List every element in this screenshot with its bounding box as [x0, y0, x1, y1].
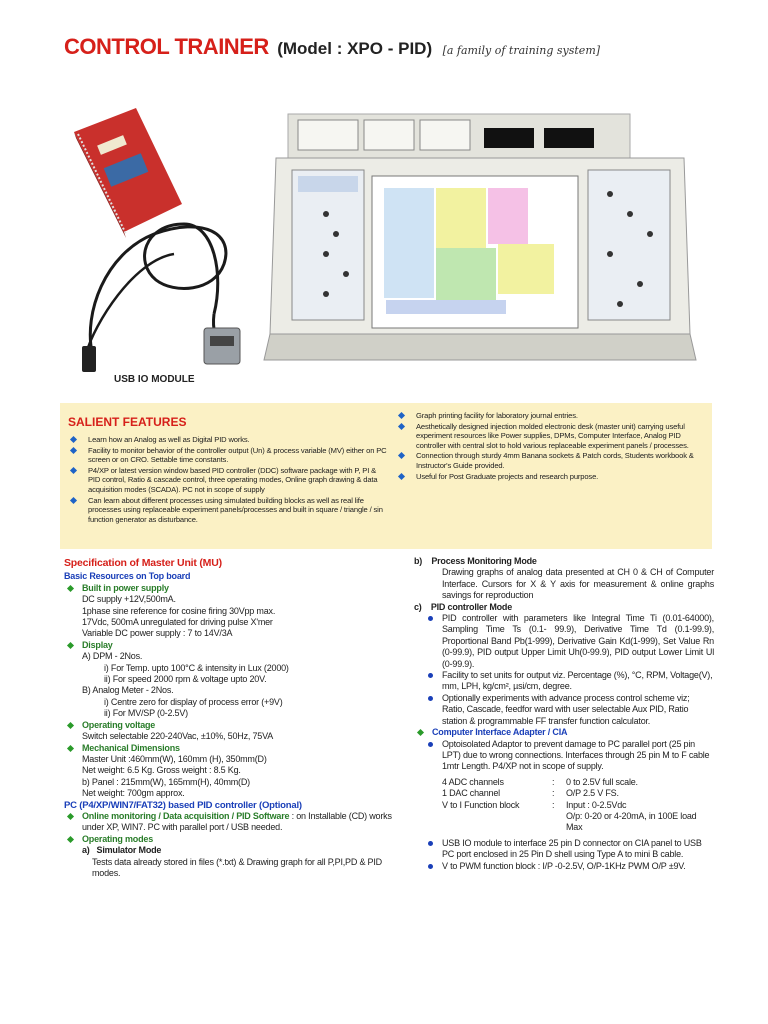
pid-bullet: Optionally experiments with advance process control scheme viz; Ratio, Cascade, feedfor ward with user selectable Aux PID, Ratio station & programmable FF transfer function calculator.	[414, 693, 714, 727]
feature-item: Graph printing facility for laboratory journal entries.	[396, 411, 702, 421]
feature-item: P4/XP or latest version window based PID controller (DDC) software package with P, PI & PID control, Ratio & cascade control, three operating modes, Online graph drawing & data acquisition modes (SCADA). PC not in scope of supply	[68, 466, 390, 495]
feature-item: Facility to monitor behavior of the controller output (Un) & process variable (MV) either on PC screen or on CRO. Settable time constants.	[68, 446, 390, 465]
basic-resources-heading: Basic Resources on Top board	[64, 571, 191, 582]
spec-section-display: Display	[64, 640, 394, 651]
spec-section-mechanical: Mechanical Dimensions	[64, 743, 394, 754]
process-monitoring-heading: b) Process Monitoring Mode	[414, 556, 537, 566]
pc-pid-heading: PC (P4/XP/WIN7/FAT32) based PID controller (Optional)	[64, 799, 302, 811]
usb-io-module-label: USB IO MODULE	[114, 374, 195, 385]
usb-plug-image	[82, 346, 96, 372]
diamond-bullet-icon	[70, 497, 77, 504]
cia-row: 4 ADC channels : 0 to 2.5V full scale.	[442, 776, 638, 787]
pid-bullet: Facility to set units for output viz. Percentage (%), °C, RPM, Voltage(V), mm, LPH, kg/cm², µsi/cm, degree.	[414, 670, 714, 693]
features-title: SALIENT FEATURES	[68, 415, 187, 429]
spec-section-modes: Operating modes	[64, 834, 394, 845]
pid-mode-heading: c) PID controller Mode	[414, 601, 513, 612]
feature-item: Connection through sturdy 4mm Banana sockets & Patch cords, Students workbook & Instructor's Guide provided.	[396, 451, 702, 470]
dot-bullet-icon	[428, 616, 433, 621]
spec-line: DC supply +12V,500mA.	[82, 594, 176, 605]
diamond-bullet-icon	[67, 585, 74, 592]
diamond-bullet-icon	[398, 452, 405, 459]
title-main: CONTROL TRAINER	[64, 34, 269, 59]
diamond-bullet-icon	[67, 744, 74, 751]
diamond-bullet-icon	[70, 436, 77, 443]
feature-item: Aesthetically designed injection molded electronic desk (master unit) carrying useful experiment resources like Power supplies, DPMs, Computer Interface, Analog PID controller with central slot to hold various replaceable experiment panels / processes.	[396, 422, 702, 451]
spec-section-online: Online monitoring / Data acquisition / PID Software : on Installable (CD) works under XP, WIN7. PC with parallel port / USB needed.	[64, 811, 394, 834]
spec-line: ii) For MV/SP (0-2.5V)	[104, 708, 188, 719]
salient-features-box	[60, 403, 712, 549]
spec-line: ii) For speed 2000 rpm & voltage upto 20V.	[104, 674, 267, 685]
diamond-bullet-icon	[398, 423, 405, 430]
spec-line: Master Unit :460mm(W), 160mm (H), 350mm(D)	[82, 753, 267, 764]
spec-line: Drawing graphs of analog data presented at CH 0 & CH of Computer Interface. Cursors for X & Y axis for measurement & online graphs savings for reproduction	[442, 567, 714, 601]
spec-left-column	[64, 556, 394, 879]
spec-line: b) Panel : 215mm(W), 165mm(H), 40mm(D)	[82, 776, 250, 787]
cia-vi-output: O/p: 0-20 or 4-20mA, in 100E load Max	[566, 810, 697, 833]
spec-right-column	[414, 556, 714, 872]
spec-line: 17Vdc, 500mA unregulated for driving pulse X'mer	[82, 617, 273, 628]
cia-bullet: Optoisolated Adaptor to prevent damage to PC parallel port (25 pin LPT) due to wrong connections. Interfaces through 25 pin M to F cable 1mtr Length. P4/XP not in scope of supply.	[414, 739, 714, 773]
simulator-mode-heading: a) Simulator Mode	[82, 845, 162, 856]
spec-line: Net weight: 6.5 Kg. Gross weight : 8.5 Kg.	[82, 765, 241, 776]
dot-bullet-icon	[428, 673, 433, 678]
feature-item: Can learn about different processes using simulated building blocks as well as real life processes using replaceable experiment panels/processes and built in square / triangle / sin function generator as disturbance.	[68, 496, 390, 525]
diamond-bullet-icon	[67, 722, 74, 729]
spec-line: Switch selectable 220-240Vac, ±10%, 50Hz, 75VA	[82, 731, 274, 742]
feature-item: Useful for Post Graduate projects and research purpose.	[396, 472, 702, 482]
diamond-bullet-icon	[70, 447, 77, 454]
spec-line: Net weight: 700gm approx.	[82, 788, 185, 799]
spec-section-cia: Computer Interface Adapter / CIA	[414, 727, 714, 738]
spec-line: Tests data already stored in files (*.txt) & Drawing graph for all P,PI,PD & PID modes.	[92, 856, 382, 878]
diamond-bullet-icon	[67, 642, 74, 649]
cia-row: V to I Function block : Input : 0-2.5Vdc	[442, 799, 627, 810]
spec-title: Specification of Master Unit (MU)	[64, 557, 222, 569]
features-right-column	[396, 411, 702, 482]
cia-bullet: V to PWM function block : I/P -0-2.5V, O/P-1KHz PWM O/P ±9V.	[414, 861, 714, 872]
spec-line: i) For Temp. upto 100°C & intensity in Lux (2000)	[104, 662, 289, 673]
diamond-bullet-icon	[67, 836, 74, 843]
product-photo	[64, 84, 704, 400]
spec-line: i) Centre zero for display of process error (+9V)	[104, 696, 283, 707]
cia-row: 1 DAC channel : O/P 2.5 V FS.	[442, 788, 619, 799]
diamond-bullet-icon	[398, 473, 405, 480]
diamond-bullet-icon	[417, 729, 424, 736]
dot-bullet-icon	[428, 841, 433, 846]
title-model: (Model : XPO - PID)	[277, 39, 433, 58]
spec-line: Variable DC power supply : 7 to 14V/3A	[82, 628, 233, 639]
trainer-desk-image	[264, 114, 696, 360]
page-title	[64, 34, 600, 60]
dot-bullet-icon	[428, 742, 433, 747]
spec-line: 1phase sine reference for cosine firing 30Vpp max.	[82, 605, 276, 616]
feature-item: Learn how an Analog as well as Digital PID works.	[68, 435, 390, 445]
diamond-bullet-icon	[398, 412, 405, 419]
diamond-bullet-icon	[67, 813, 74, 820]
features-left-column	[68, 411, 390, 525]
spec-section-voltage: Operating voltage	[64, 720, 394, 731]
workbook-image	[74, 108, 182, 238]
spec-line: A) DPM - 2Nos.	[82, 651, 143, 662]
dot-bullet-icon	[428, 696, 433, 701]
spec-section-power: Built in power supply	[64, 583, 394, 594]
cia-bullet: USB IO module to interface 25 pin D connector on CIA panel to USB PC port enclosed in 25 Pin D shell using Type A to mini B cable.	[414, 838, 714, 861]
title-tagline: [a family of training system]	[442, 44, 601, 57]
dot-bullet-icon	[428, 864, 433, 869]
pid-bullet: PID controller with parameters like Integral Time Ti (0.01-64000), Sampling Time Ts (0.1- 99.9), Derivative Time Td (0.1-99.9), Proportional Band Pb(1-999), Derivative Gain Kd(1-999), Set Value Rn (0-99.9), PID output Upper Limit Uh(0-99.9), PID output Lower Limit Ul (0-99.9).	[414, 613, 714, 670]
diamond-bullet-icon	[70, 467, 77, 474]
spec-line: B) Analog Meter - 2Nos.	[82, 685, 174, 696]
